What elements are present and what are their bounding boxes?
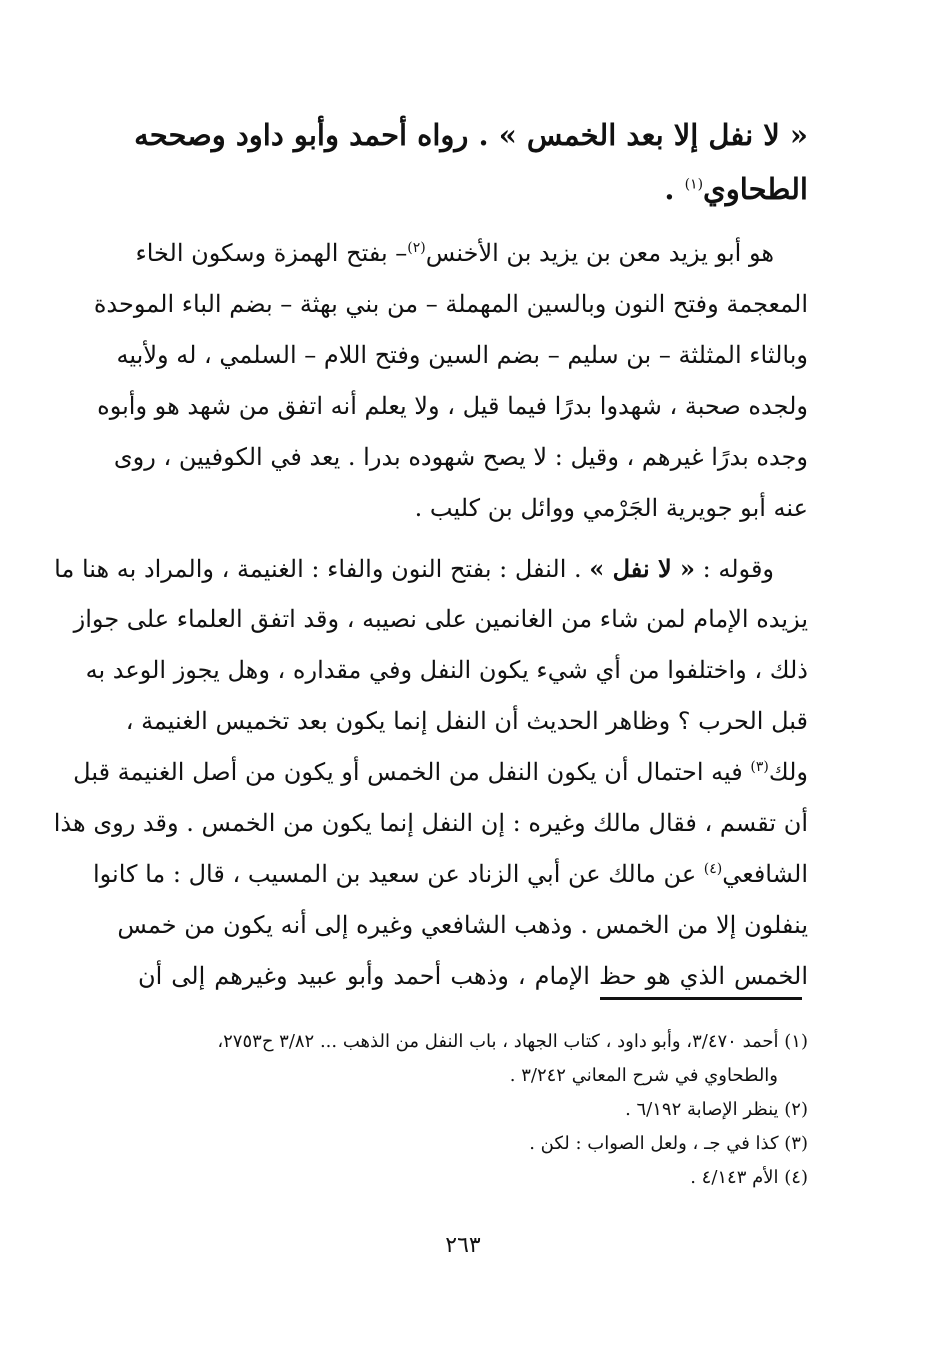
footnotes: [120, 1025, 808, 1195]
text-run: – بفتح الهمزة وسكون الخاء: [135, 239, 408, 267]
text-run: هو أبو يزيد معن بن يزيد بن الأخنس: [425, 239, 774, 267]
heading-tail: .: [664, 172, 685, 206]
paragraph-line: يزيده الإمام لمن شاء من الغانمين على نصيبه ، وقد اتفق العلماء على جواز: [73, 605, 808, 633]
text-run: فيه احتمال أن يكون النفل من الخمس أو يكون من أصل الغنيمة قبل: [73, 758, 751, 786]
paragraph-line: وجده بدرًا غيرهم ، وقيل : لا يصح شهوده بدرا . يعد في الكوفيين ، روى: [113, 443, 808, 471]
commentary-paragraph: [53, 543, 808, 1002]
page-number: ٢٦٣: [445, 1233, 481, 1258]
text-run: الشافعي: [722, 860, 808, 888]
hadith-heading: [134, 108, 808, 216]
paragraph-line: أن تقسم ، فقال مالك وغيره : إن النفل إنما يكون من الخمس . وقد روى هذا: [53, 809, 808, 837]
heading-line: « لا نفل إلا بعد الخمس » . رواه أحمد وأبو داود وصححه: [134, 118, 808, 152]
text-run: وقوله :: [695, 555, 774, 583]
footnote: (٤) الأم ٤/١٤٣ .: [690, 1167, 808, 1188]
text-run: ولك: [768, 758, 808, 786]
paragraph-line: [92, 849, 808, 900]
footnote-ref: (٤): [703, 861, 723, 877]
heading-line: [138, 162, 808, 216]
footnote-continuation: والطحاوي في شرح المعاني ٣/٢٤٢ .: [509, 1065, 778, 1086]
footnote-ref: (٣): [750, 759, 769, 775]
paragraph-line: ينفلون إلا من الخمس . وذهب الشافعي وغيره إلى أنه يكون من خمس: [117, 911, 808, 939]
paragraph-line: [73, 747, 808, 798]
quoted-term: « لا نفل »: [589, 554, 696, 583]
paragraph-line: [54, 543, 808, 594]
footnote: (١) أحمد ٣/٤٧٠، وأبو داود ، كتاب الجهاد ، باب النفل من الذهب ... ٣/٨٢ ح٢٧٥٣،: [217, 1031, 808, 1052]
footnote-ref: (٢): [407, 240, 426, 256]
heading-text: الطحاوي: [703, 172, 808, 206]
footnote-ref: (١): [684, 176, 704, 193]
paragraph-line: عنه أبو جويرية الجَرْمي ووائل بن كليب .: [414, 494, 808, 522]
footnote: (٣) كذا في جـ ، ولعل الصواب : لكن .: [529, 1133, 808, 1154]
footnote: (٢) ينظر الإصابة ٦/١٩٢ .: [625, 1099, 808, 1120]
paragraph-line: قبل الحرب ؟ وظاهر الحديث أن النفل إنما يكون بعد تخميس الغنيمة ،: [125, 707, 808, 735]
text-run: . النفل : بفتح النون والفاء : الغنيمة ، والمراد به هنا ما: [54, 555, 590, 583]
narrator-paragraph: [93, 228, 808, 534]
paragraph-line: المعجمة وفتح النون وبالسين المهملة – من بني بهثة – بضم الباء الموحدة: [93, 290, 808, 318]
paragraph-line: [135, 228, 808, 279]
paragraph-line: الخمس الذي هو حظ الإمام ، وذهب أحمد وأبو عبيد وغيرهم إلى أن: [138, 962, 808, 990]
paragraph-line: وبالثاء المثلثة – بن سليم – بضم السين وفتح اللام – السلمي ، له ولأبيه: [116, 341, 808, 369]
paragraph-line: ولجده صحبة ، شهدوا بدرًا فيما قيل ، ولا يعلم أنه اتفق من شهد هو وأبوه: [97, 392, 808, 420]
text-run: عن مالك عن أبي الزناد عن سعيد بن المسيب ، قال : ما كانوا: [92, 860, 704, 888]
paragraph-line: ذلك ، واختلفوا من أي شيء يكون النفل وفي مقداره ، وهل يجوز الوعد به: [85, 656, 808, 684]
footnote-divider: [600, 997, 802, 1000]
